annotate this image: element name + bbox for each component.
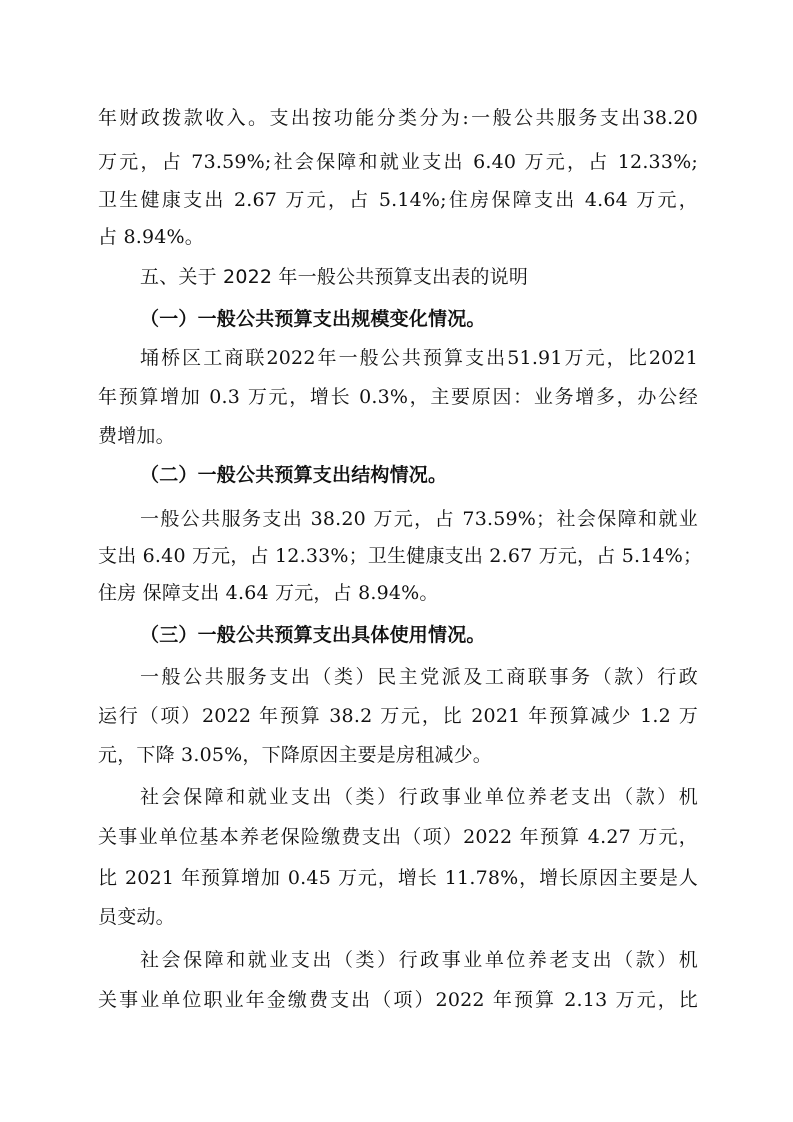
paragraph-line: 卫生健康支出 2.67 万元，占 5.14%;住房保障支出 4.64 万元， <box>98 189 698 211</box>
paragraph-line: 员变动。 <box>98 906 175 928</box>
paragraph-line: 支出 6.40 万元，占 12.33%；卫生健康支出 2.67 万元，占 5.14%； <box>98 545 703 567</box>
paragraph-line: 关事业单位职业年金缴费支出（项）2022 年预算 2.13 万元，比 <box>98 989 698 1011</box>
paragraph-line: 社会保障和就业支出（类）行政事业单位养老支出（款）机 <box>140 949 698 971</box>
paragraph-line: 关事业单位基本养老保险缴费支出（项）2022 年预算 4.27 万元， <box>98 826 698 848</box>
paragraph-line: 一般公共服务支出 38.20 万元，占 73.59%；社会保障和就业 <box>140 508 698 530</box>
paragraph-line: 住房 保障支出 4.64 万元，占 8.94%。 <box>98 582 439 604</box>
subsection-heading: （三）一般公共预算支出具体使用情况。 <box>140 624 486 646</box>
paragraph-line: 社会保障和就业支出（类）行政事业单位养老支出（款）机 <box>140 786 698 808</box>
subsection-heading: （一）一般公共预算支出规模变化情况。 <box>140 308 486 330</box>
paragraph-line: 万元，占 73.59%;社会保障和就业支出 6.40 万元，占 12.33%; <box>98 151 698 173</box>
paragraph-line: 费增加。 <box>98 425 175 447</box>
paragraph-line: 运行（项）2022 年预算 38.2 万元，比 2021 年预算减少 1.2 万 <box>98 705 698 727</box>
section-heading: 五、关于 2022 年一般公共预算支出表的说明 <box>140 266 529 288</box>
paragraph-line: 年预算增加 0.3 万元，增长 0.3%，主要原因：业务增多，办公经 <box>98 386 698 408</box>
paragraph-line: 一般公共服务支出（类）民主党派及工商联事务（款）行政 <box>140 666 698 688</box>
paragraph-line: 比 2021 年预算增加 0.45 万元，增长 11.78%，增长原因主要是人 <box>98 867 698 889</box>
subsection-heading: （二）一般公共预算支出结构情况。 <box>140 464 448 486</box>
paragraph-line: 元，下降 3.05%，下降原因主要是房租减少。 <box>98 744 492 766</box>
paragraph-line: 占 8.94%。 <box>98 226 204 248</box>
paragraph-line: 年财政拨款收入。支出按功能分类分为:一般公共服务支出38.20 <box>98 107 698 129</box>
paragraph-line: 埇桥区工商联2022年一般公共预算支出51.91万元，比2021 <box>140 347 698 369</box>
